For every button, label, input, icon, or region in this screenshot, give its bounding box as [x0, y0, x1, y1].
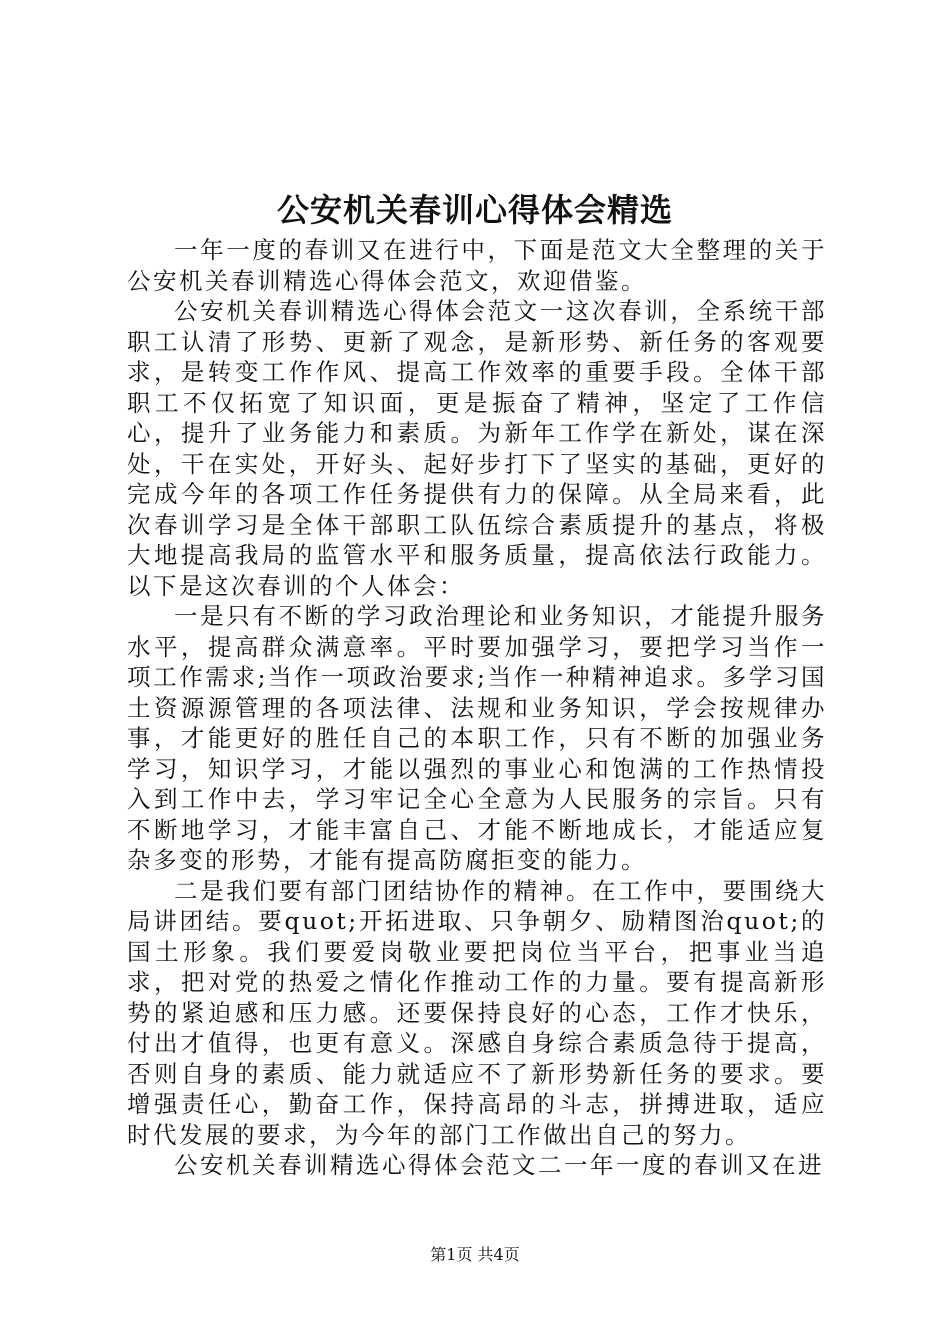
- paragraph-point-one: 一是只有不断的学习政治理论和业务知识，才能提升服务水平，提高群众满意率。平时要加强学习，要把学习当作一项工作需求;当作一项政治要求;当作一种精神追求。多学习国土资源源管理的各项法律、法规和业务知识，学会按规律办事，才能更好的胜任自己的本职工作，只有不断的加强业务学习，知识学习，才能以强烈的事业心和饱满的工作热情投入到工作中去，学习牢记全心全意为人民服务的宗旨。只有不断地学习，才能丰富自己、才能不断地成长，才能适应复杂多变的形势，才能有提高防腐拒变的能力。: [127, 602, 827, 874]
- paragraph-intro: 一年一度的春训又在进行中，下面是范文大全整理的关于公安机关春训精选心得体会范文，欢迎借鉴。: [127, 236, 827, 295]
- document-title: 公安机关春训心得体会精选: [276, 191, 673, 229]
- document-body: [127, 235, 827, 1181]
- paragraph-essay-two: 公安机关春训精选心得体会范文二一年一度的春训又在进: [174, 1151, 824, 1179]
- paragraph-essay-one: 公安机关春训精选心得体会范文一这次春训，全系统干部职工认清了形势、更新了观念，是新形势、新任务的客观要求，是转变工作作风、提高工作效率的重要手段。全体干部职工不仅拓宽了知识面，更是振奋了精神，坚定了工作信心，提升了业务能力和素质。为新年工作学在新处，谋在深处，干在实处，开好头、起好步打下了坚实的基础，更好的完成今年的各项工作任务提供有力的保障。从全局来看，此次春训学习是全体干部职工队伍综合素质提升的基点，将极大地提高我局的监管水平和服务质量，提高依法行政能力。以下是这次春训的个人体会：: [127, 297, 827, 600]
- paragraph-point-two: 二是我们要有部门团结协作的精神。在工作中，要围绕大局讲团结。要quot;开拓进取、只争朝夕、励精图治quot;的国土形象。我们要爱岗敬业要把岗位当平台，把事业当追求，把对党的热爱之情化作推动工作的力量。要有提高新形势的紧迫感和压力感。还要保持良好的心态，工作才快乐，付出才值得，也更有意义。深感自身综合素质急待于提高，否则自身的素质、能力就适应不了新形势新任务的要求。要增强责任心，勤奋工作，保持高昂的斗志，拼搏进取，适应时代发展的要求，为今年的部门工作做出自己的努力。: [127, 876, 827, 1149]
- page-number-footer: 第1页 共4页: [430, 1245, 520, 1264]
